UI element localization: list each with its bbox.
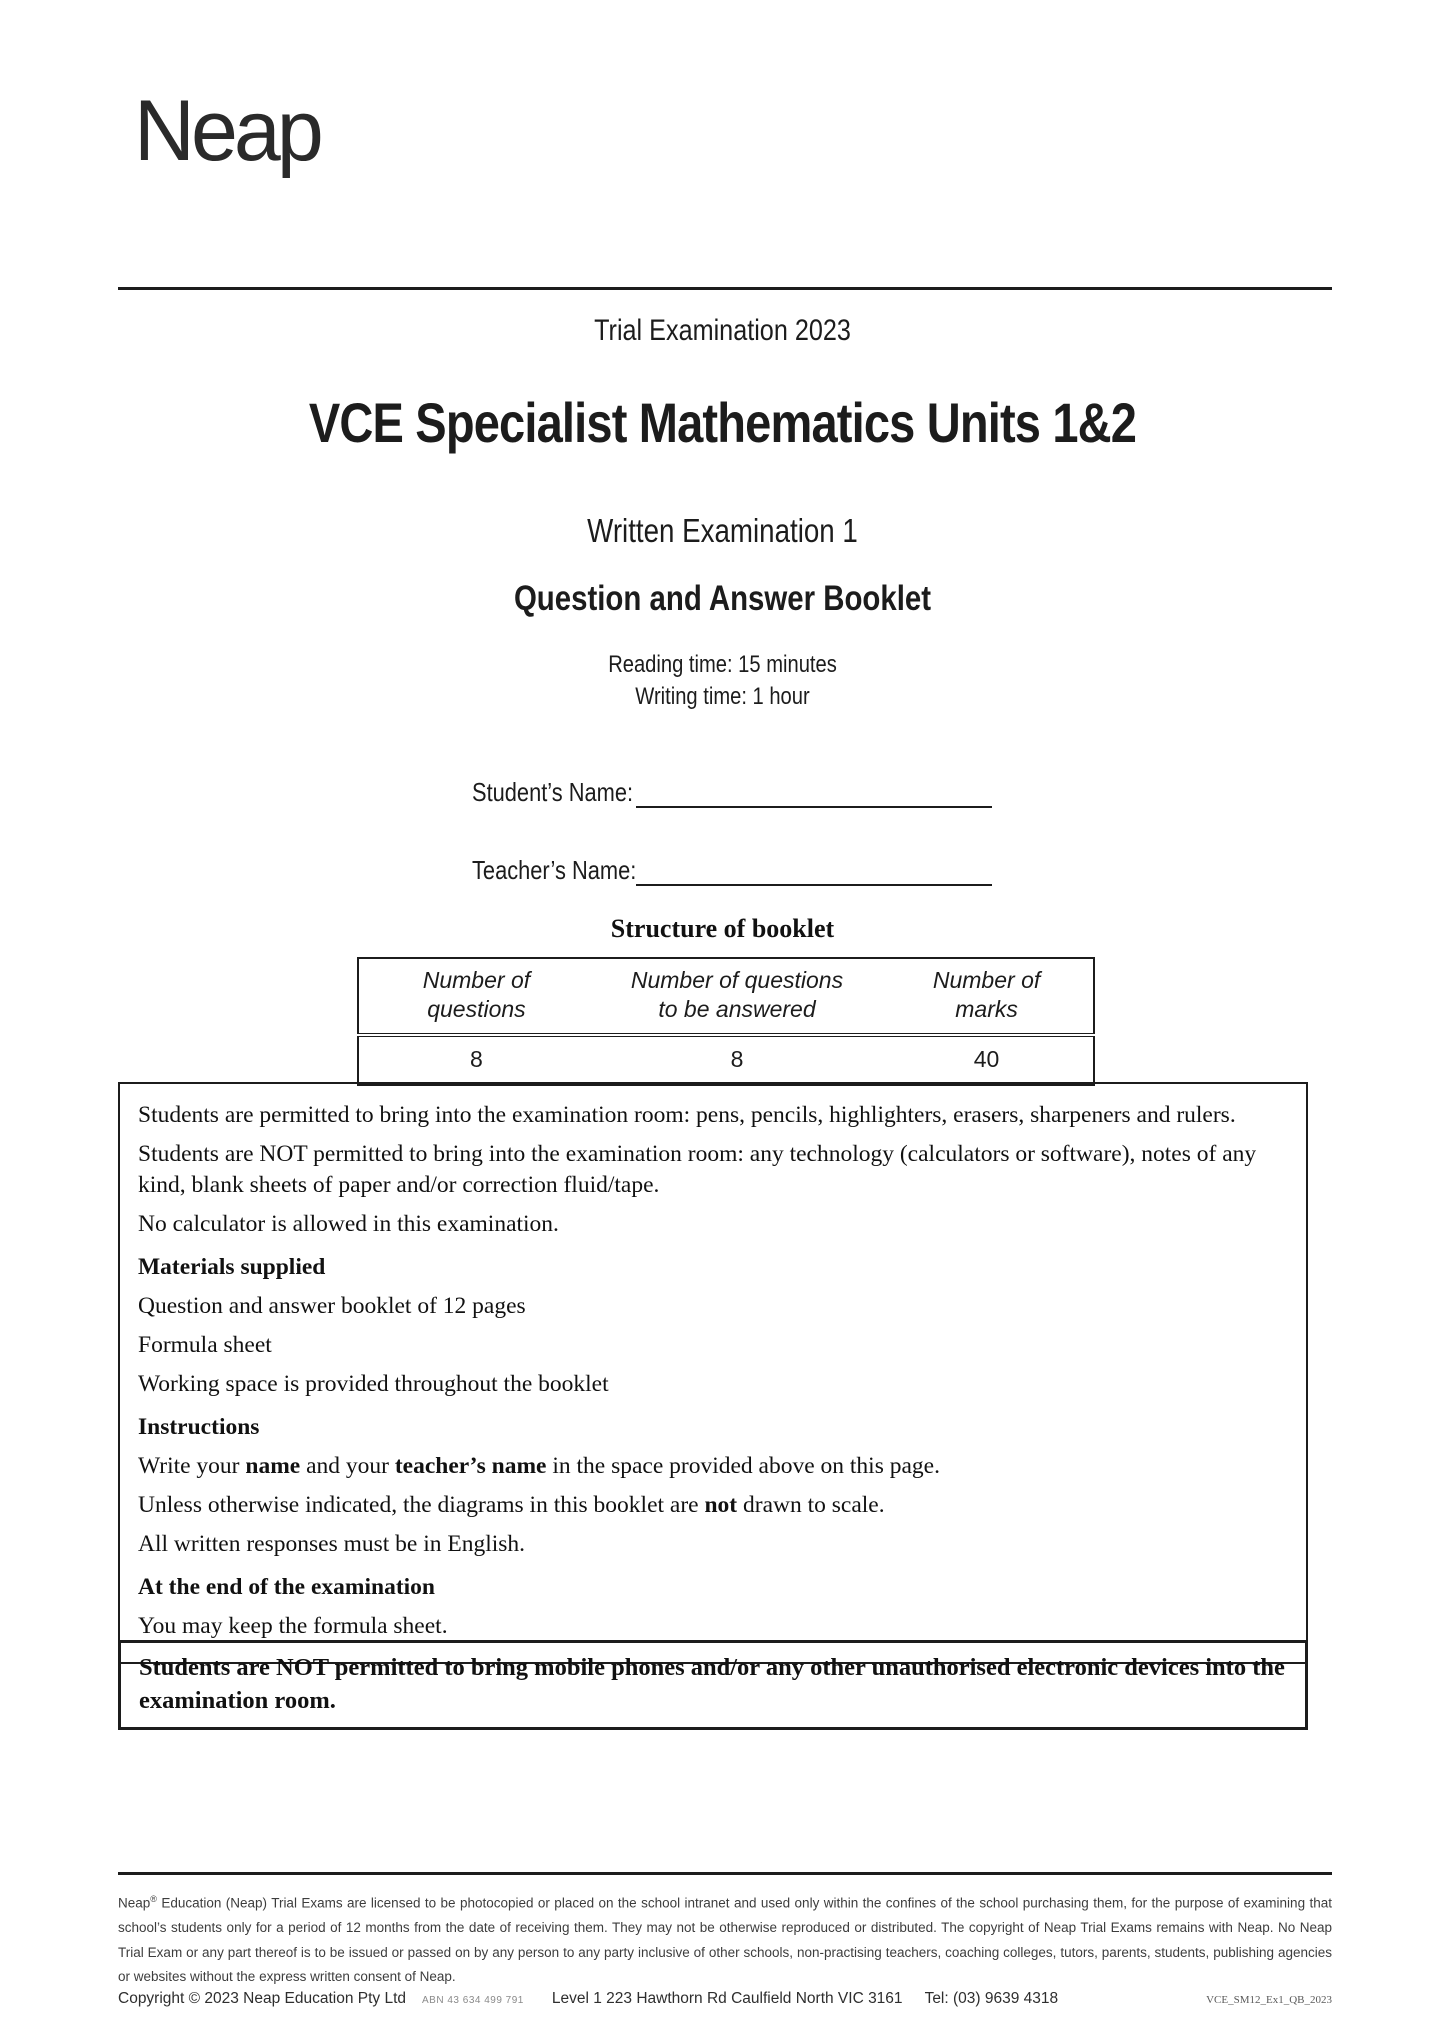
- phone-text: Tel: (03) 9639 4318: [924, 1990, 1059, 2007]
- header-rule: [118, 287, 1332, 290]
- license-fine-print: Neap® Education (Neap) Trial Exams are licensed to be photocopied or placed on the school intranet and used only within the confines of the school purchasing them, for the purpose of examining that school’s students only for a period of 12 months from the date of receiving them. They may not be otherwise reproduced or distributed. The copyright of Neap Trial Exams remains with Neap. No Neap Trial Exam or any part thereof is to be issued or passed on by any person to any party inclusive of other schools, non-practising teachers, coaching colleges, tutors, parents, students, publishing agencies or websites without the express written consent of Neap.: [118, 1894, 1332, 1984]
- teacher-name-row: [472, 850, 992, 886]
- materials-item-working-space: Working space is provided throughout the booklet: [138, 1371, 609, 1397]
- instruction-write-name: Write your name and your teacher’s name in the space provided above on this page.: [138, 1453, 940, 1479]
- structure-table: [357, 957, 1095, 1086]
- booklet-type: Question and Answer Booklet: [513, 579, 932, 618]
- end-of-exam-heading: At the end of the examination: [138, 1574, 435, 1600]
- footer-rule: [118, 1872, 1332, 1875]
- materials-item-booklet: Question and answer booklet of 12 pages: [138, 1293, 526, 1319]
- materials-supplied-heading: Materials supplied: [138, 1254, 326, 1280]
- value-num-marks: 40: [973, 1046, 1000, 1072]
- rule-not-permitted: Students are NOT permitted to bring into the examination room: any technology (calculators or software), notes of any kind, blank sheets of paper and/or correction fluid/tape.: [138, 1141, 1257, 1198]
- teacher-name-field[interactable]: [636, 850, 992, 886]
- exam-title: VCE Specialist Mathematics Units 1&2: [308, 391, 1137, 454]
- table-value-row: [358, 1035, 1094, 1085]
- document-code: VCE_SM12_Ex1_QB_2023: [1206, 1994, 1332, 2006]
- abn-text: ABN 43 634 499 791: [422, 1995, 524, 2006]
- value-num-questions: 8: [470, 1046, 483, 1072]
- materials-item-formula-sheet: Formula sheet: [138, 1332, 272, 1358]
- end-of-exam-line: You may keep the formula sheet.: [138, 1613, 448, 1639]
- student-name-label: Student’s Name:: [472, 777, 634, 807]
- table-header-answered: Number of questions to be answered: [594, 958, 880, 1035]
- copyright-text: Copyright © 2023 Neap Education Pty Ltd: [118, 1990, 407, 2007]
- table-header-questions: Number of questions: [358, 958, 594, 1035]
- instruction-not-to-scale: Unless otherwise indicated, the diagrams in this booklet are not drawn to scale.: [138, 1492, 885, 1518]
- instructions-heading: Instructions: [138, 1414, 260, 1440]
- rule-no-calculator: No calculator is allowed in this examination.: [138, 1211, 559, 1237]
- address-text: Level 1 223 Hawthorn Rd Caulfield North VIC 3161: [551, 1990, 903, 2007]
- teacher-name-label: Teacher’s Name:: [472, 855, 637, 885]
- rule-permitted: Students are permitted to bring into the examination room: pens, pencils, highlighters, erasers, sharpeners and rulers.: [138, 1102, 1236, 1128]
- registered-mark: ®: [150, 1894, 157, 1904]
- writing-time: Writing time: 1 hour: [635, 683, 810, 710]
- table-header-marks: Number of marks: [880, 958, 1094, 1035]
- instruction-english: All written responses must be in English.: [138, 1531, 526, 1557]
- reading-time: Reading time: 15 minutes: [608, 651, 837, 678]
- student-name-field[interactable]: [636, 772, 992, 808]
- value-num-answered: 8: [730, 1046, 744, 1072]
- exam-series: Trial Examination 2023: [594, 314, 851, 347]
- table-header-row: [358, 958, 1094, 1035]
- copyright-row: [118, 1990, 1332, 2008]
- exam-rules-box: [118, 1082, 1308, 1664]
- neap-logo: Neap: [134, 83, 320, 179]
- student-name-row: [472, 772, 992, 808]
- structure-title: Structure of booklet: [610, 914, 835, 943]
- mobile-phones-notice: Students are NOT permitted to bring mobile phones and/or any other unauthorised electronic devices into the examination room.: [118, 1640, 1308, 1730]
- exam-subtitle: Written Examination 1: [587, 512, 858, 549]
